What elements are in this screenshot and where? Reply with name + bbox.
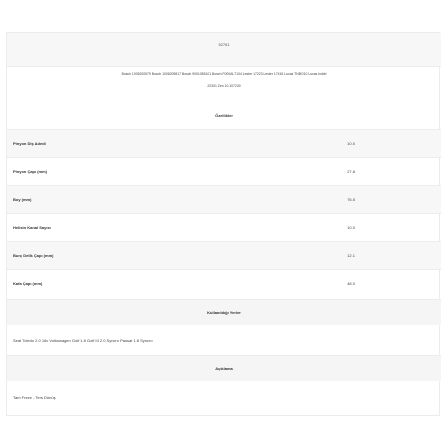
spec-value: 27.8: [347, 169, 355, 174]
description-title: Açıklama: [215, 366, 233, 371]
spec-row: [7, 185, 441, 213]
spec-row: [7, 157, 441, 185]
product-info-card: [6, 32, 440, 416]
oem-codes-line-1: Bosch 1005200579 Bosch 1006209817 Bosch 9001085101 Bosch F000AL7104 Lester 17223 Lester 17416 Lucas TNBO10 Lucas Indiel: [121, 72, 327, 76]
description-section-header: [7, 355, 441, 381]
spec-value: 76.5: [347, 197, 355, 202]
spec-row: [7, 269, 441, 297]
header-row: [7, 33, 441, 67]
product-id: 52761: [218, 42, 230, 47]
spec-label: Pinyon Diş Adedi: [13, 141, 46, 146]
spec-row: [7, 241, 441, 269]
spec-value: 48.0: [347, 281, 355, 286]
oem-codes-line-2: 22301 Zen 10.107230: [207, 84, 241, 88]
usage-text: Seat Toledo 2.0 16v Volkswagen Golf 1.8 Golf III 2.0 Syncro Passat 1.8 Syncro: [13, 338, 153, 343]
spec-row: [7, 213, 441, 241]
spec-value: 12.1: [347, 253, 355, 258]
spec-label: Helisin Kanal Sayısı: [13, 225, 51, 230]
spec-row: [7, 129, 441, 157]
spec-label: Boy (mm): [13, 197, 32, 202]
specs-title: Özellikler: [215, 113, 233, 118]
spec-label: Kafa Çapı (mm): [13, 281, 43, 286]
spec-value: 10.0: [347, 141, 355, 146]
spec-label: Pinyon Çapı (mm): [13, 169, 48, 174]
usage-title: Kullanıldığı Yerler: [207, 310, 241, 315]
spec-label: Burç Delik Çapı (mm): [13, 253, 54, 258]
spec-value: 10.0: [347, 225, 355, 230]
description-text: Tam Freze - Ters Dönüş: [13, 395, 56, 400]
usage-section-header: [7, 299, 441, 325]
